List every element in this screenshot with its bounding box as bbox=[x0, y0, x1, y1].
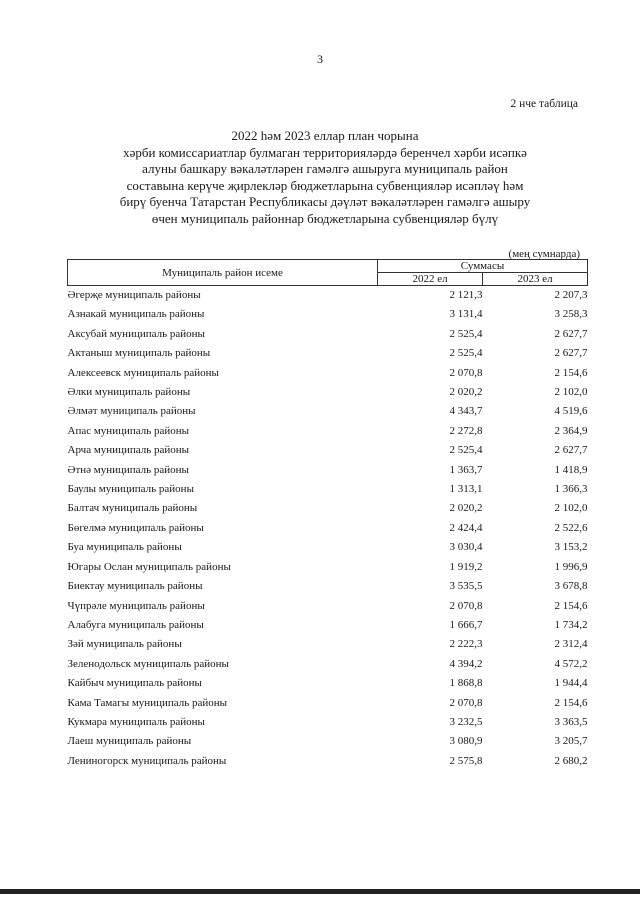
amount-2022: 3 131,4 bbox=[449, 308, 483, 321]
amount-2023: 2 364,9 bbox=[554, 424, 588, 437]
amount-2022: 4 394,2 bbox=[449, 657, 483, 670]
scan-edge-bar bbox=[0, 889, 640, 894]
amount-2022: 2 070,8 bbox=[449, 696, 483, 709]
table-row bbox=[68, 305, 588, 324]
table-row bbox=[68, 480, 588, 499]
document-title bbox=[90, 128, 560, 227]
table-body bbox=[68, 286, 588, 772]
district-name: Әгерҗе муниципаль районы bbox=[67, 289, 201, 301]
amount-2022: 2 070,8 bbox=[449, 599, 483, 612]
district-name: Әлмәт муниципаль районы bbox=[67, 405, 196, 418]
amount-2023: 2 102,0 bbox=[554, 386, 588, 399]
amount-2023: 1 734,2 bbox=[554, 618, 588, 631]
amount-2023: 3 258,3 bbox=[554, 308, 588, 321]
district-name: Кукмара муниципаль районы bbox=[67, 715, 205, 728]
amount-2023: 2 102,0 bbox=[554, 502, 588, 515]
amount-2023: 2 627,7 bbox=[554, 347, 588, 360]
amount-2022: 2 525,4 bbox=[449, 347, 483, 360]
amount-2023: 1 418,9 bbox=[554, 463, 588, 476]
title-line: составына керүче җирлекләр бюджетларына субвенцияләр исәпләү һәм bbox=[126, 177, 524, 193]
table-row bbox=[68, 694, 588, 713]
amount-2023: 2 154,6 bbox=[554, 599, 588, 612]
table-row bbox=[68, 635, 588, 654]
district-name: Актаныш муниципаль районы bbox=[67, 347, 211, 360]
amount-2023: 3 363,5 bbox=[554, 715, 588, 728]
district-name: Бөгелмә муниципаль районы bbox=[67, 521, 204, 534]
table-row bbox=[68, 364, 588, 383]
amount-2022: 1 868,8 bbox=[449, 677, 483, 690]
amount-2022: 2 525,4 bbox=[449, 327, 483, 340]
district-name: Алабуга муниципаль районы bbox=[67, 618, 204, 631]
table-row bbox=[68, 538, 588, 557]
amount-2023: 4 519,6 bbox=[554, 405, 588, 418]
district-name: Балтач муниципаль районы bbox=[67, 502, 198, 515]
amount-2022: 2 020,2 bbox=[449, 502, 483, 515]
title-line: хәрби комиссариатлар булмаган территорияләрдә беренчел хәрби исәпкә bbox=[123, 144, 527, 160]
district-name: Алексеевск муниципаль районы bbox=[67, 366, 219, 379]
table-row bbox=[68, 461, 588, 480]
table-row bbox=[68, 655, 588, 674]
amount-2022: 2 525,4 bbox=[449, 444, 483, 457]
page-number: 3 bbox=[317, 52, 323, 66]
district-name: Буа муниципаль районы bbox=[67, 541, 182, 554]
amount-2023: 2 522,6 bbox=[554, 521, 588, 534]
amount-2022: 2 020,2 bbox=[449, 386, 483, 399]
amount-2023: 4 572,2 bbox=[554, 657, 588, 670]
amount-2023: 2 680,2 bbox=[554, 754, 588, 767]
column-header-name: Муниципаль район исеме bbox=[68, 260, 378, 286]
district-name: Апас муниципаль районы bbox=[67, 424, 190, 437]
amount-2022: 4 343,7 bbox=[449, 405, 483, 418]
district-name: Әтнә муниципаль районы bbox=[67, 463, 189, 476]
amount-2023: 2 312,4 bbox=[554, 638, 588, 651]
district-name: Арча муниципаль районы bbox=[67, 444, 190, 457]
table-row bbox=[68, 713, 588, 732]
table-row bbox=[68, 597, 588, 616]
table-row bbox=[68, 402, 588, 421]
table-row bbox=[68, 422, 588, 441]
amount-2022: 1 363,7 bbox=[449, 463, 483, 476]
amount-2022: 1 919,2 bbox=[449, 560, 483, 573]
district-name: Лениногорск муниципаль районы bbox=[67, 754, 227, 767]
table-row bbox=[68, 325, 588, 344]
district-name: Чүпрәле муниципаль районы bbox=[67, 599, 205, 612]
amount-2022: 1 666,7 bbox=[449, 618, 483, 631]
district-name: Аксубай муниципаль районы bbox=[67, 327, 205, 340]
amount-2022: 2 272,8 bbox=[449, 424, 483, 437]
table-row bbox=[68, 732, 588, 751]
table-row bbox=[68, 344, 588, 363]
amount-2023: 2 627,7 bbox=[554, 327, 588, 340]
district-name: Зәй муниципаль районы bbox=[67, 638, 182, 651]
amount-2022: 1 313,1 bbox=[449, 483, 483, 496]
amount-2022: 2 070,8 bbox=[449, 366, 483, 379]
table-row bbox=[68, 383, 588, 402]
district-name: Кайбыч муниципаль районы bbox=[67, 677, 202, 690]
table-row bbox=[68, 519, 588, 538]
table-row bbox=[68, 616, 588, 635]
table-row bbox=[68, 674, 588, 693]
amount-2023: 2 154,6 bbox=[554, 366, 588, 379]
table-label: 2 нче таблица bbox=[510, 98, 578, 110]
table-row bbox=[68, 499, 588, 518]
amount-2022: 2 121,3 bbox=[449, 289, 483, 301]
table-row bbox=[68, 558, 588, 577]
amount-2023: 1 366,3 bbox=[554, 483, 588, 496]
amount-2023: 3 678,8 bbox=[554, 580, 588, 593]
unit-note: (мең сумнарда) bbox=[508, 248, 580, 260]
amount-2022: 3 080,9 bbox=[449, 735, 483, 748]
amount-2023: 2 207,3 bbox=[554, 289, 588, 301]
title-line: бирү буенча Татарстан Республикасы дәүләт вәкаләтләрен гамәлгә ашыру bbox=[119, 194, 531, 209]
district-name: Азнакай муниципаль районы bbox=[67, 308, 205, 321]
title-line: өчен муниципаль районнар бюджетларына субвенцияләр бүлү bbox=[151, 210, 499, 226]
district-name: Кама Тамагы муниципаль районы bbox=[67, 696, 228, 709]
district-name: Югары Ослан муниципаль районы bbox=[67, 560, 231, 573]
column-header-sum: Суммасы bbox=[378, 260, 588, 273]
amount-2022: 3 030,4 bbox=[449, 541, 483, 554]
amount-2023: 1 944,4 bbox=[554, 677, 588, 690]
subvention-table bbox=[67, 259, 588, 771]
table-row bbox=[68, 752, 588, 771]
amount-2022: 2 222,3 bbox=[449, 638, 483, 651]
district-name: Зеленодольск муниципаль районы bbox=[67, 657, 229, 670]
amount-2022: 3 535,5 bbox=[449, 580, 483, 593]
amount-2022: 2 424,4 bbox=[449, 521, 483, 534]
district-name: Лаеш муниципаль районы bbox=[67, 735, 192, 748]
amount-2023: 1 996,9 bbox=[554, 560, 588, 573]
table-row bbox=[68, 577, 588, 596]
district-name: Биектау муниципаль районы bbox=[67, 580, 203, 593]
title-line: алуны башкару вәкаләтләрен гамәлгә ашыруга муниципаль район bbox=[142, 161, 508, 176]
district-name: Әлки муниципаль районы bbox=[67, 386, 191, 399]
amount-2023: 3 153,2 bbox=[554, 541, 588, 554]
column-header-2023: 2023 ел bbox=[483, 273, 588, 286]
amount-2022: 2 575,8 bbox=[449, 754, 483, 767]
table-row bbox=[68, 441, 588, 460]
column-header-2022: 2022 ел bbox=[378, 273, 483, 286]
amount-2022: 3 232,5 bbox=[449, 715, 483, 728]
district-name: Баулы муниципаль районы bbox=[67, 483, 194, 496]
amount-2023: 2 154,6 bbox=[554, 696, 588, 709]
amount-2023: 3 205,7 bbox=[554, 735, 588, 748]
amount-2023: 2 627,7 bbox=[554, 444, 588, 457]
title-line: 2022 һәм 2023 еллар план чорына bbox=[231, 128, 419, 143]
table-row bbox=[68, 286, 588, 306]
